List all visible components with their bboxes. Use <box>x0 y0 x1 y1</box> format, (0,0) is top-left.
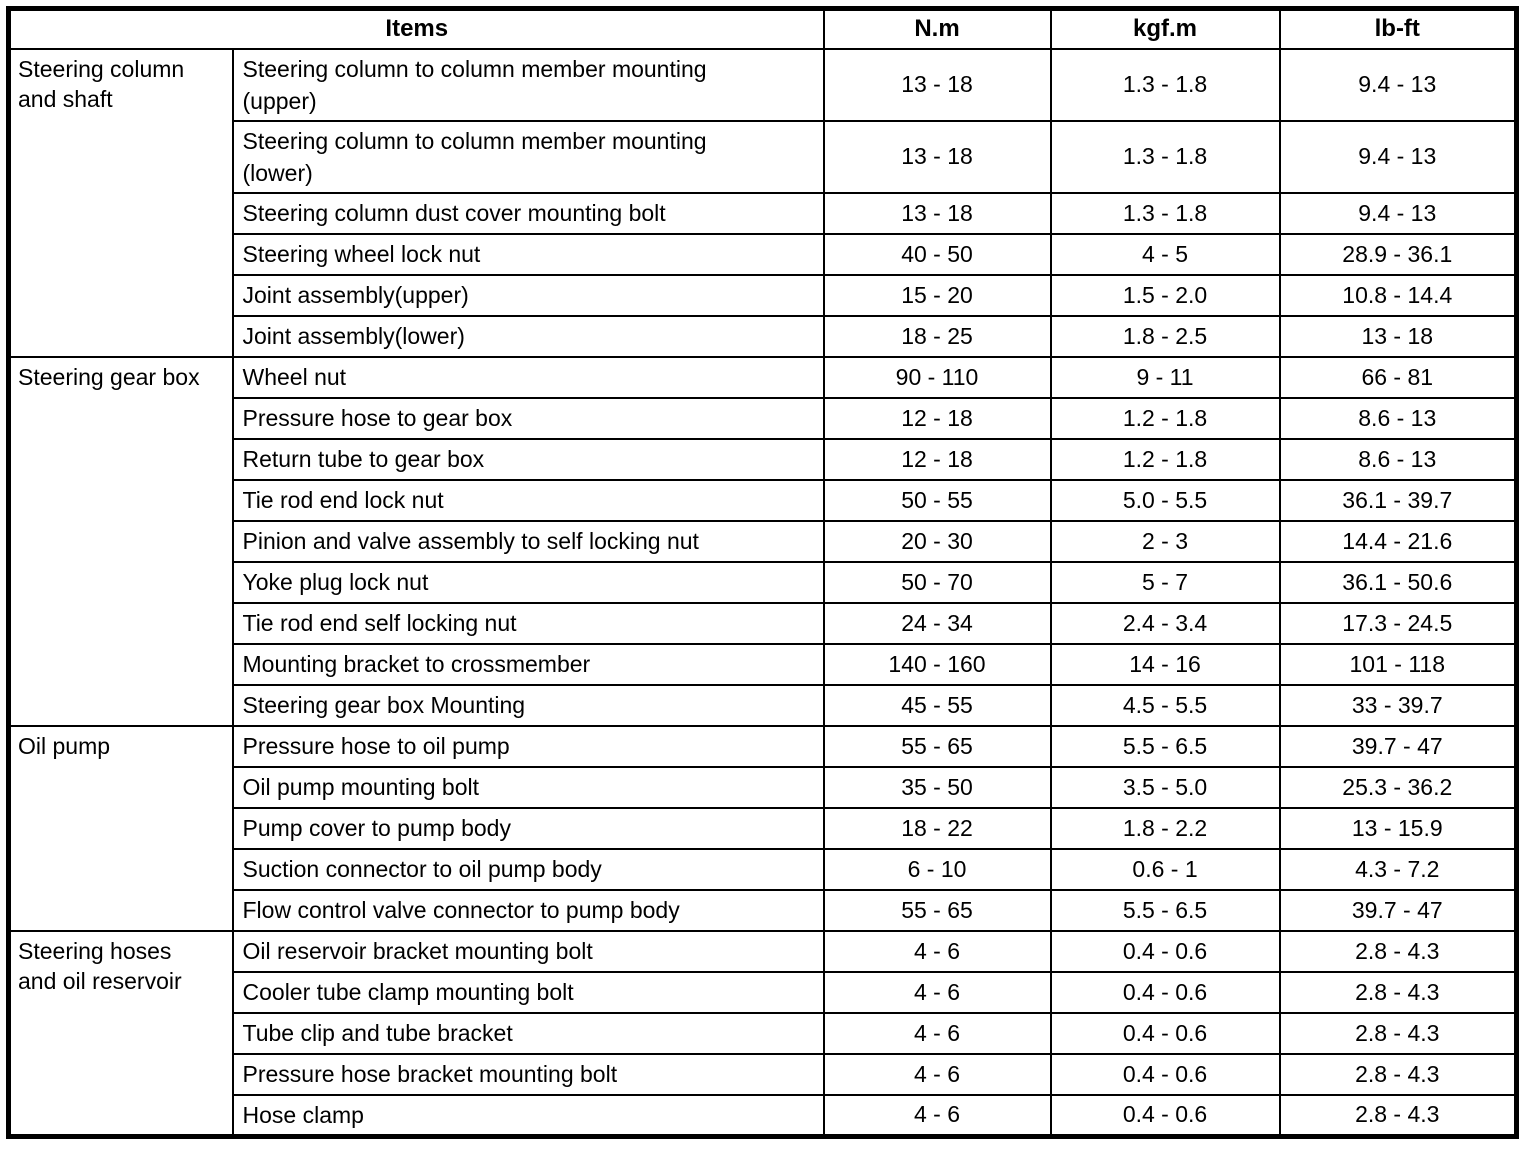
nm-value-cell: 12 - 18 <box>824 398 1051 439</box>
kgfm-value-cell: 0.4 - 0.6 <box>1051 1013 1280 1054</box>
nm-value-cell: 13 - 18 <box>824 193 1051 234</box>
kgfm-value-cell: 5.0 - 5.5 <box>1051 480 1280 521</box>
kgfm-value-cell: 1.8 - 2.5 <box>1051 316 1280 357</box>
item-cell <box>233 808 824 849</box>
item-cell <box>233 1095 824 1137</box>
item-label: Cooler tube clamp mounting bolt <box>242 979 574 1005</box>
lbft-value-cell: 2.8 - 4.3 <box>1280 931 1517 972</box>
item-label: Steering column to column member mounting (lower) <box>242 127 707 186</box>
table-row <box>9 685 1517 726</box>
item-cell <box>233 193 824 234</box>
item-cell <box>233 931 824 972</box>
nm-value-cell: 18 - 25 <box>824 316 1051 357</box>
nm-value-cell: 90 - 110 <box>824 357 1051 398</box>
kgfm-value-cell: 0.4 - 0.6 <box>1051 1095 1280 1137</box>
table-row <box>9 234 1517 275</box>
item-cell <box>233 398 824 439</box>
item-cell <box>233 521 824 562</box>
category-cell <box>9 726 233 931</box>
table-row <box>9 398 1517 439</box>
nm-value-cell: 4 - 6 <box>824 931 1051 972</box>
item-label: Flow control valve connector to pump body <box>242 897 680 923</box>
kgfm-value-cell: 4 - 5 <box>1051 234 1280 275</box>
kgfm-value-cell: 14 - 16 <box>1051 644 1280 685</box>
table-row <box>9 480 1517 521</box>
item-cell <box>233 1054 824 1095</box>
kgfm-value-cell: 1.5 - 2.0 <box>1051 275 1280 316</box>
item-label: Steering gear box Mounting <box>242 692 526 718</box>
category-cell <box>9 357 233 726</box>
lbft-value-cell: 36.1 - 39.7 <box>1280 480 1517 521</box>
lbft-value-cell: 25.3 - 36.2 <box>1280 767 1517 808</box>
lbft-value-cell: 13 - 18 <box>1280 316 1517 357</box>
item-label: Oil reservoir bracket mounting bolt <box>242 938 593 964</box>
table-row <box>9 644 1517 685</box>
table-body <box>9 49 1517 1137</box>
nm-value-cell: 12 - 18 <box>824 439 1051 480</box>
nm-value-cell: 40 - 50 <box>824 234 1051 275</box>
item-label: Joint assembly(lower) <box>242 323 465 349</box>
kgfm-value-cell: 5 - 7 <box>1051 562 1280 603</box>
kgfm-value-cell: 1.3 - 1.8 <box>1051 121 1280 193</box>
item-cell <box>233 357 824 398</box>
lbft-value-cell: 14.4 - 21.6 <box>1280 521 1517 562</box>
item-cell <box>233 685 824 726</box>
nm-value-cell: 50 - 55 <box>824 480 1051 521</box>
table-row <box>9 49 1517 121</box>
kgfm-value-cell: 1.3 - 1.8 <box>1051 49 1280 121</box>
lbft-value-cell: 17.3 - 24.5 <box>1280 603 1517 644</box>
nm-value-cell: 18 - 22 <box>824 808 1051 849</box>
kgfm-value-cell: 0.4 - 0.6 <box>1051 931 1280 972</box>
item-label: Suction connector to oil pump body <box>242 856 602 882</box>
table-row <box>9 1054 1517 1095</box>
category-cell <box>9 49 233 357</box>
nm-value-cell: 20 - 30 <box>824 521 1051 562</box>
item-label: Steering column to column member mounting (upper) <box>242 55 707 114</box>
nm-value-cell: 4 - 6 <box>824 1095 1051 1137</box>
item-label: Wheel nut <box>242 364 347 390</box>
item-cell <box>233 275 824 316</box>
item-label: Tie rod end self locking nut <box>242 610 517 636</box>
item-label: Yoke plug lock nut <box>242 569 429 595</box>
item-cell <box>233 767 824 808</box>
item-cell <box>233 603 824 644</box>
table-row <box>9 275 1517 316</box>
kgfm-value-cell: 4.5 - 5.5 <box>1051 685 1280 726</box>
lbft-value-cell: 39.7 - 47 <box>1280 726 1517 767</box>
table-row <box>9 726 1517 767</box>
kgfm-value-cell: 1.3 - 1.8 <box>1051 193 1280 234</box>
lbft-value-cell: 36.1 - 50.6 <box>1280 562 1517 603</box>
header-row <box>9 9 1517 49</box>
table-row <box>9 1095 1517 1137</box>
kgfm-value-cell: 3.5 - 5.0 <box>1051 767 1280 808</box>
nm-value-cell: 4 - 6 <box>824 1013 1051 1054</box>
table-row <box>9 890 1517 931</box>
item-label: Joint assembly(upper) <box>242 282 469 308</box>
table-row <box>9 521 1517 562</box>
item-label: Oil pump mounting bolt <box>242 774 480 800</box>
item-label: Tube clip and tube bracket <box>242 1020 513 1046</box>
nm-value-cell: 13 - 18 <box>824 49 1051 121</box>
kgfm-value-cell: 0.6 - 1 <box>1051 849 1280 890</box>
kgfm-value-cell: 2 - 3 <box>1051 521 1280 562</box>
nm-value-cell: 4 - 6 <box>824 972 1051 1013</box>
item-cell <box>233 562 824 603</box>
item-label: Mounting bracket to crossmember <box>242 651 591 677</box>
item-cell <box>233 849 824 890</box>
item-label: Steering wheel lock nut <box>242 241 481 267</box>
kgfm-value-cell: 1.8 - 2.2 <box>1051 808 1280 849</box>
item-cell <box>233 1013 824 1054</box>
item-label: Steering column dust cover mounting bolt <box>242 200 666 226</box>
table-row <box>9 972 1517 1013</box>
item-cell <box>233 234 824 275</box>
kgfm-value-cell: 0.4 - 0.6 <box>1051 1054 1280 1095</box>
nm-value-cell: 50 - 70 <box>824 562 1051 603</box>
nm-value-cell: 55 - 65 <box>824 890 1051 931</box>
item-cell <box>233 316 824 357</box>
lbft-value-cell: 2.8 - 4.3 <box>1280 1095 1517 1137</box>
table-row <box>9 357 1517 398</box>
lbft-value-cell: 9.4 - 13 <box>1280 121 1517 193</box>
item-label: Pressure hose bracket mounting bolt <box>242 1061 618 1087</box>
lbft-value-cell: 66 - 81 <box>1280 357 1517 398</box>
kgfm-value-cell: 1.2 - 1.8 <box>1051 398 1280 439</box>
lbft-value-cell: 8.6 - 13 <box>1280 398 1517 439</box>
nm-value-cell: 4 - 6 <box>824 1054 1051 1095</box>
nm-value-cell: 140 - 160 <box>824 644 1051 685</box>
item-cell <box>233 121 824 193</box>
item-label: Pump cover to pump body <box>242 815 511 841</box>
table-row <box>9 562 1517 603</box>
table-row <box>9 1013 1517 1054</box>
col-header-nm: N.m <box>824 9 1051 49</box>
lbft-value-cell: 101 - 118 <box>1280 644 1517 685</box>
category-label: Oil pump <box>18 732 111 759</box>
category-label: Steering gear box <box>18 363 200 390</box>
nm-value-cell: 55 - 65 <box>824 726 1051 767</box>
lbft-value-cell: 2.8 - 4.3 <box>1280 1054 1517 1095</box>
lbft-value-cell: 13 - 15.9 <box>1280 808 1517 849</box>
table-row <box>9 193 1517 234</box>
lbft-value-cell: 33 - 39.7 <box>1280 685 1517 726</box>
category-label: Steering column and shaft <box>18 55 185 112</box>
item-cell <box>233 644 824 685</box>
lbft-value-cell: 9.4 - 13 <box>1280 193 1517 234</box>
item-cell <box>233 726 824 767</box>
table-row <box>9 931 1517 972</box>
item-label: Return tube to gear box <box>242 446 485 472</box>
kgfm-value-cell: 0.4 - 0.6 <box>1051 972 1280 1013</box>
nm-value-cell: 6 - 10 <box>824 849 1051 890</box>
nm-value-cell: 35 - 50 <box>824 767 1051 808</box>
category-cell <box>9 931 233 1137</box>
table-row <box>9 849 1517 890</box>
kgfm-value-cell: 5.5 - 6.5 <box>1051 890 1280 931</box>
col-header-items: Items <box>9 9 824 49</box>
item-cell <box>233 480 824 521</box>
table-row <box>9 603 1517 644</box>
nm-value-cell: 13 - 18 <box>824 121 1051 193</box>
kgfm-value-cell: 2.4 - 3.4 <box>1051 603 1280 644</box>
lbft-value-cell: 2.8 - 4.3 <box>1280 972 1517 1013</box>
lbft-value-cell: 39.7 - 47 <box>1280 890 1517 931</box>
item-label: Hose clamp <box>242 1101 364 1128</box>
item-cell <box>233 49 824 121</box>
lbft-value-cell: 4.3 - 7.2 <box>1280 849 1517 890</box>
kgfm-value-cell: 5.5 - 6.5 <box>1051 726 1280 767</box>
item-cell <box>233 972 824 1013</box>
lbft-value-cell: 2.8 - 4.3 <box>1280 1013 1517 1054</box>
table-row <box>9 121 1517 193</box>
lbft-value-cell: 28.9 - 36.1 <box>1280 234 1517 275</box>
table-row <box>9 316 1517 357</box>
lbft-value-cell: 8.6 - 13 <box>1280 439 1517 480</box>
lbft-value-cell: 10.8 - 14.4 <box>1280 275 1517 316</box>
col-header-lbft: lb-ft <box>1280 9 1517 49</box>
nm-value-cell: 24 - 34 <box>824 603 1051 644</box>
kgfm-value-cell: 9 - 11 <box>1051 357 1280 398</box>
torque-spec-table <box>6 6 1519 1139</box>
item-cell <box>233 439 824 480</box>
nm-value-cell: 15 - 20 <box>824 275 1051 316</box>
item-label: Pressure hose to gear box <box>242 405 513 431</box>
item-label: Pressure hose to oil pump <box>242 733 510 759</box>
kgfm-value-cell: 1.2 - 1.8 <box>1051 439 1280 480</box>
item-label: Tie rod end lock nut <box>242 487 444 513</box>
category-label: Steering hoses and oil reservoir <box>18 937 182 994</box>
table-row <box>9 808 1517 849</box>
nm-value-cell: 45 - 55 <box>824 685 1051 726</box>
table-row <box>9 767 1517 808</box>
col-header-kgfm: kgf.m <box>1051 9 1280 49</box>
lbft-value-cell: 9.4 - 13 <box>1280 49 1517 121</box>
table-row <box>9 439 1517 480</box>
item-cell <box>233 890 824 931</box>
item-label: Pinion and valve assembly to self locking nut <box>242 528 699 554</box>
